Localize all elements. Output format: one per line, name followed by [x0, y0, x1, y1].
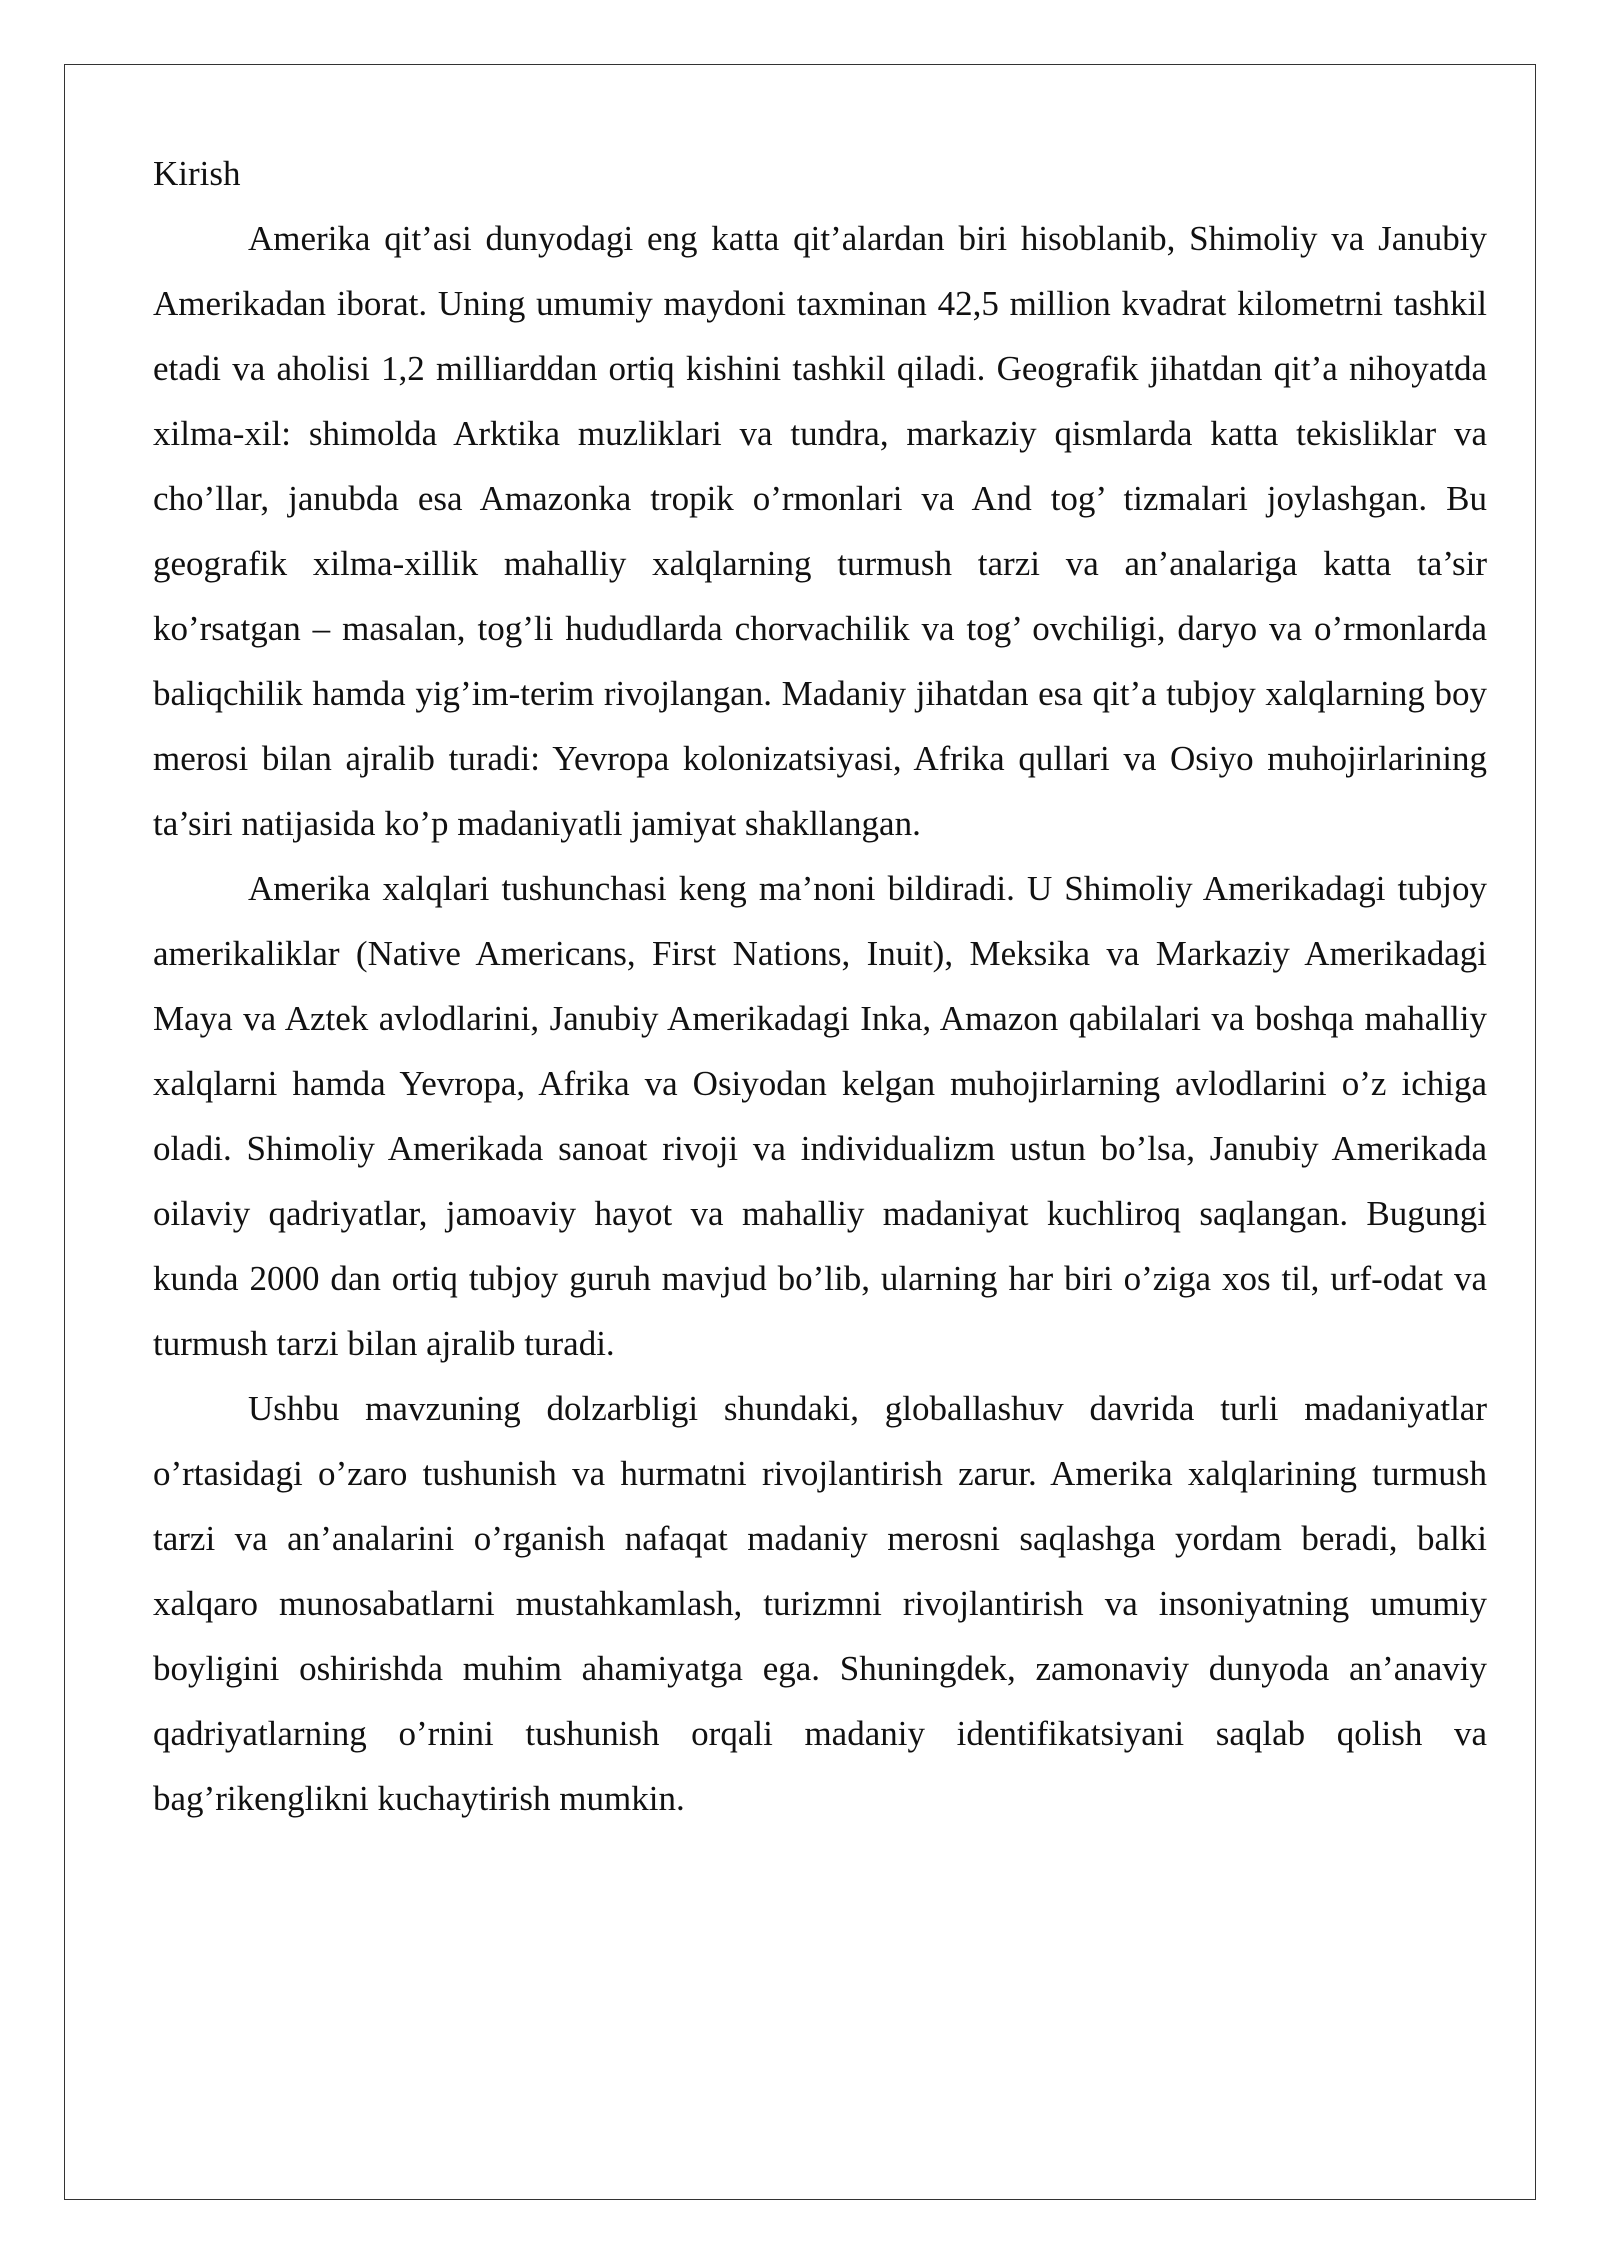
paragraph-2: Amerika xalqlari tushunchasi keng ma’noni bildiradi. U Shimoliy Amerikadagi tubjoy amerikaliklar (Native Americans, First Nations, Inuit), Meksika va Markaziy Amerikadagi Maya va Aztek avlodlarini, Janubiy Amerikadagi Inka, Amazon qabilalari va boshqa mahalliy xalqlarni hamda Yevropa, Afrika va Osiyodan kelgan muhojirlarning avlodlarini o’z ichiga oladi. Shimoliy Amerikada sanoat rivoji va individualizm ustun bo’lsa, Janubiy Amerikada oilaviy qadriyatlar, jamoaviy hayot va mahalliy madaniyat kuchliroq saqlangan. Bugungi kunda 2000 dan ortiq tubjoy guruh mavjud bo’lib, ularning har biri o’ziga xos til, urf-odat va turmush tarzi bilan ajralib turadi. — [153, 869, 1487, 1363]
paragraph-1: Amerika qit’asi dunyodagi eng katta qit’alardan biri hisoblanib, Shimoliy va Janubiy Amerikadan iborat. Uning umumiy maydoni taxminan 42,5 million kvadrat kilometrni tashkil etadi va aholisi 1,2 milliarddan ortiq kishini tashkil qiladi. Geografik jihatdan qit’a nihoyatda xilma-xil: shimolda Arktika muzliklari va tundra, markaziy qismlarda katta tekisliklar va cho’llar, janubda esa Amazonka tropik o’rmonlari va And tog’ tizmalari joylashgan. Bu geografik xilma-xillik mahalliy xalqlarning turmush tarzi va an’analariga katta ta’sir ko’rsatgan – masalan, tog’li hududlarda chorvachilik va tog’ ovchiligi, daryo va o’rmonlarda baliqchilik hamda yig’im-terim rivojlangan. Madaniy jihatdan esa qit’a tubjoy xalqlarning boy merosi bilan ajralib turadi: Yevropa kolonizatsiyasi, Afrika qullari va Osiyo muhojirlarining ta’siri natijasida ko’p madaniyatli jamiyat shakllangan. — [153, 219, 1487, 843]
section-heading: Kirish — [153, 154, 241, 193]
document-body — [153, 141, 1487, 1831]
paragraph-3: Ushbu mavzuning dolzarbligi shundaki, globallashuv davrida turli madaniyatlar o’rtasidagi o’zaro tushunish va hurmatni rivojlantirish zarur. Amerika xalqlarining turmush tarzi va an’analarini o’rganish nafaqat madaniy merosni saqlashga yordam beradi, balki xalqaro munosabatlarni mustahkamlash, turizmni rivojlantirish va insoniyatning umumiy boyligini oshirishda muhim ahamiyatga ega. Shuningdek, zamonaviy dunyoda an’anaviy qadriyatlarning o’rnini tushunish orqali madaniy identifikatsiyani saqlab qolish va bag’rikenglikni kuchaytirish mumkin. — [153, 1389, 1487, 1818]
